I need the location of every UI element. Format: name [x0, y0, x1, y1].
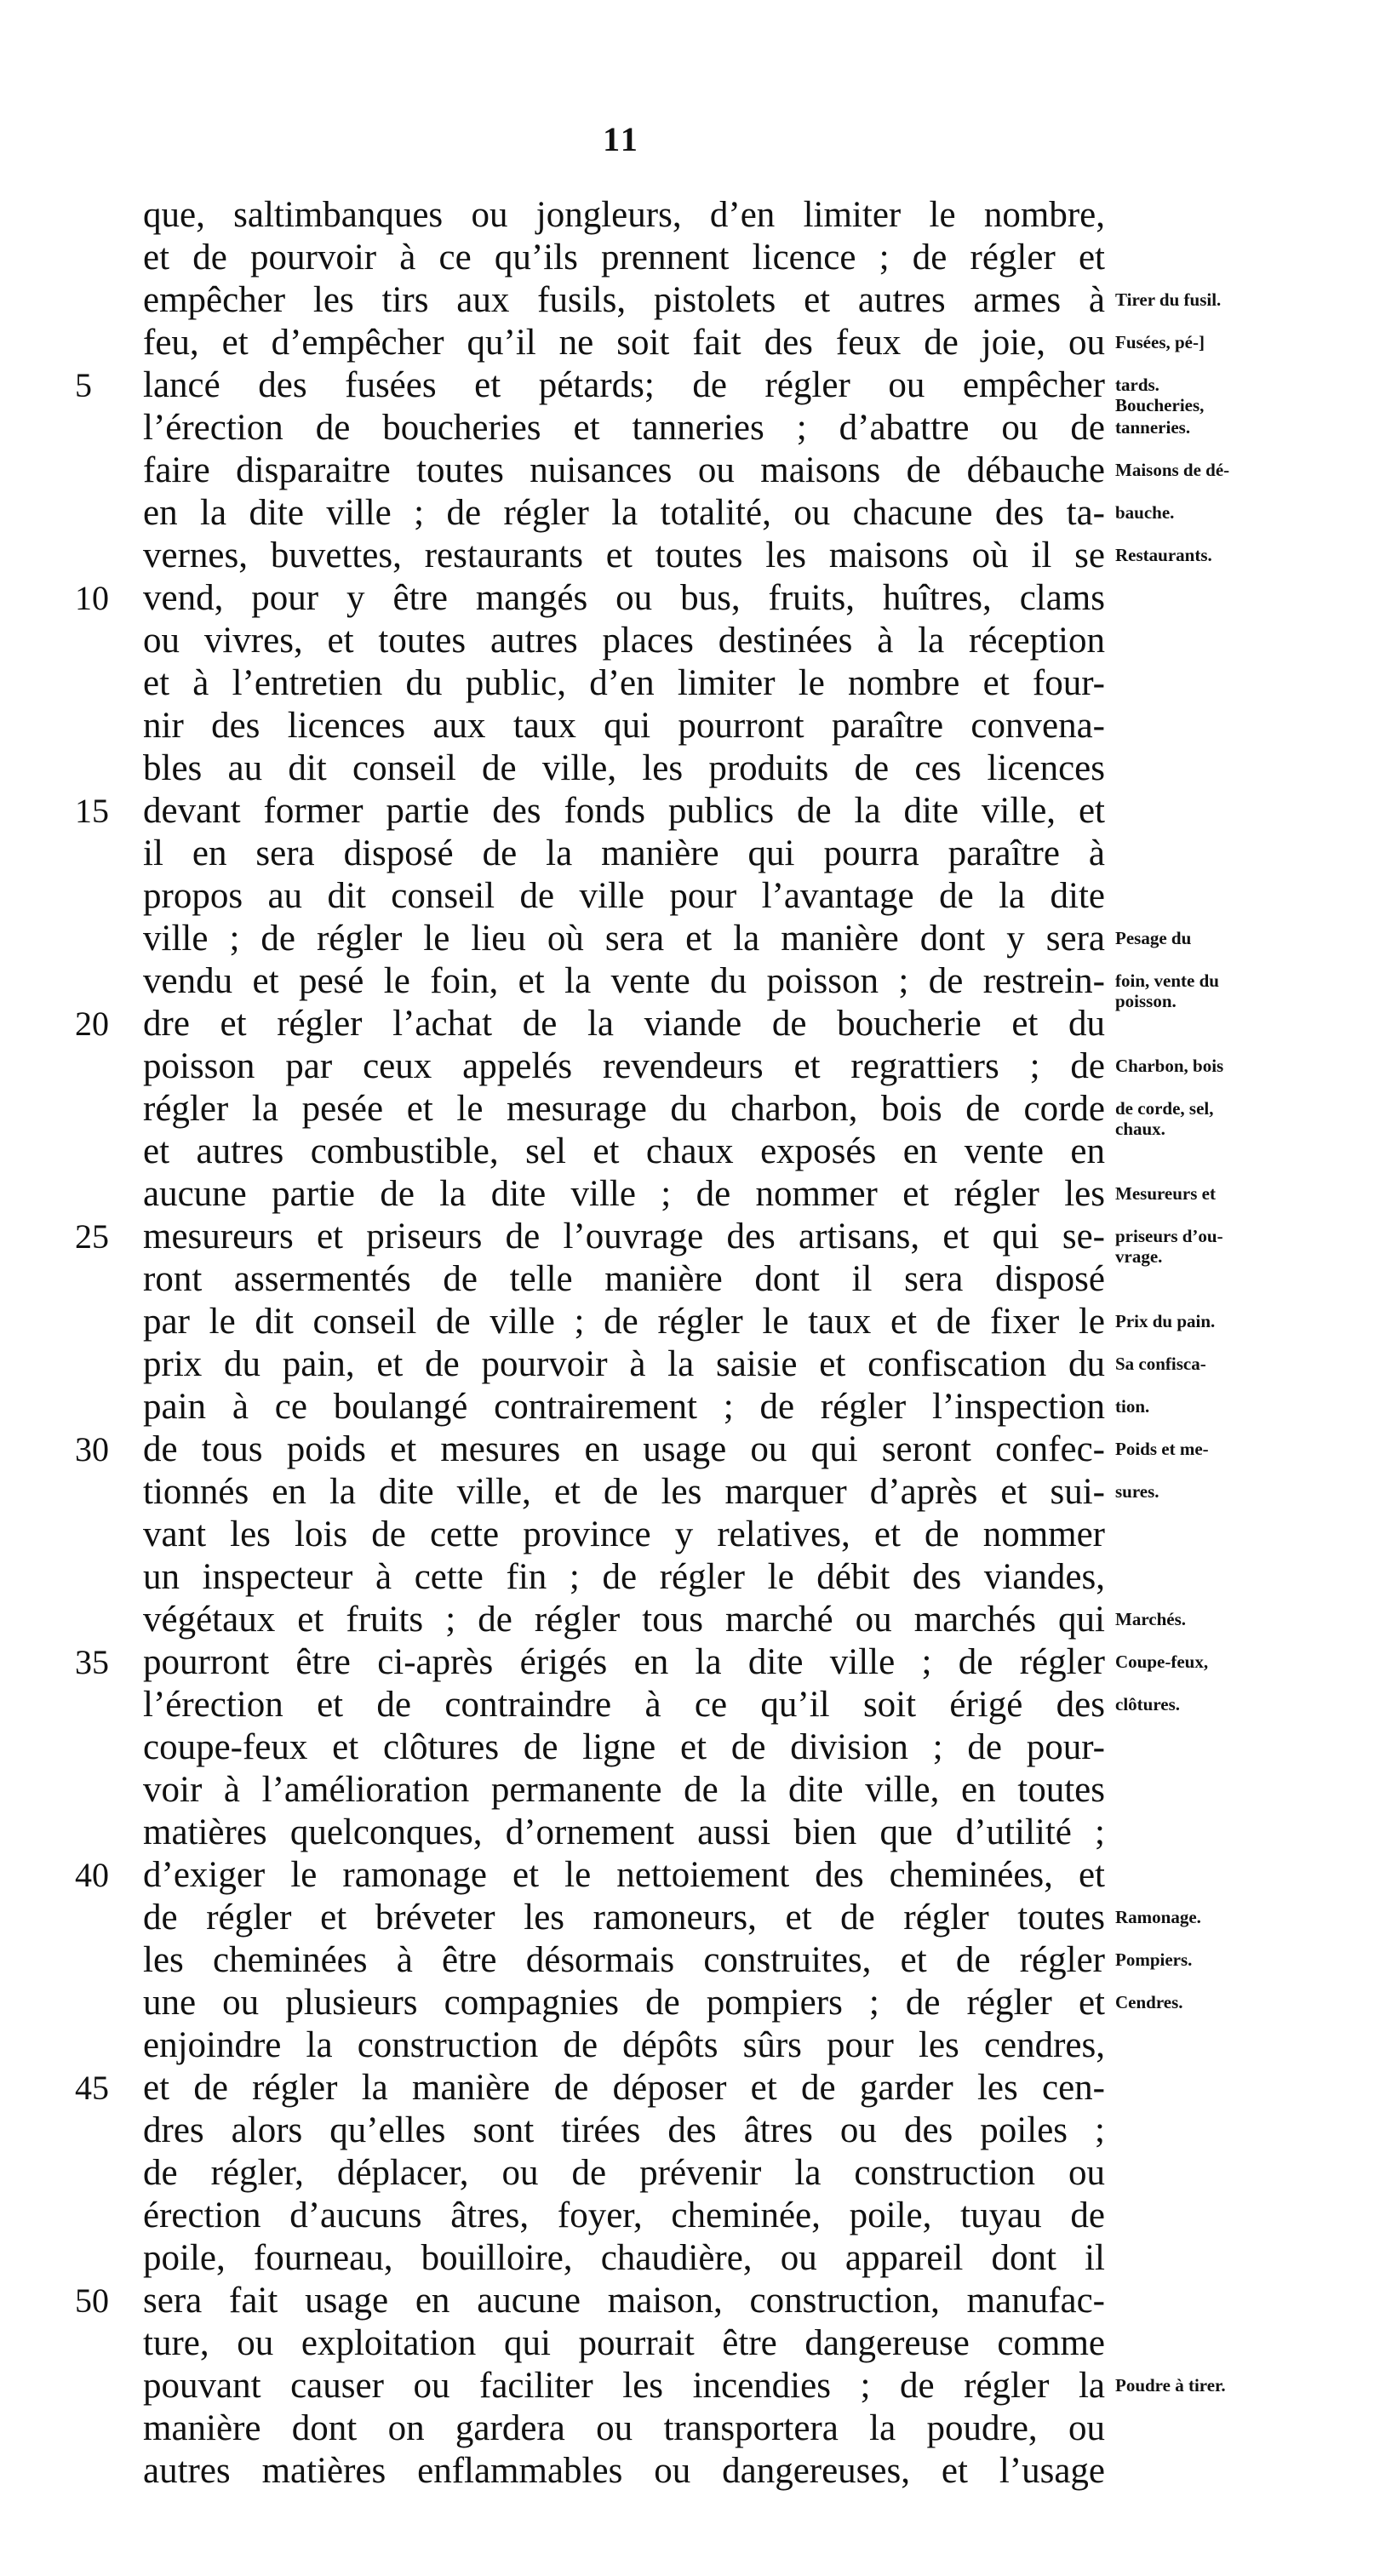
margin-note: Cendres. — [1115, 1992, 1183, 2012]
text-line — [0, 1301, 1397, 1343]
line-text: que, saltimbanques ou jongleurs, d’en limiter le nombre, — [143, 195, 1105, 235]
line-text: régler la pesée et le mesurage du charbon, bois de corde — [143, 1089, 1105, 1129]
text-line — [0, 577, 1397, 620]
line-text: érection d’aucuns âtres, foyer, cheminée, poile, tuyau de — [143, 2195, 1105, 2235]
text-line — [0, 1045, 1397, 1088]
line-number: 15 — [75, 792, 109, 830]
line-number: 40 — [75, 1856, 109, 1894]
margin-note: tanneries. — [1115, 417, 1191, 438]
text-line — [0, 833, 1397, 875]
line-text: dres alors qu’elles sont tirées des âtres ou des poiles ; — [143, 2110, 1105, 2150]
margin-note: priseurs d’ou- vrage. — [1115, 1226, 1223, 1267]
margin-note: foin, vente du poisson. — [1115, 970, 1219, 1011]
line-text: vernes, buvettes, restaurants et toutes les maisons où il se — [143, 535, 1105, 575]
line-text: vend, pour y être mangés ou bus, fruits, huîtres, clams — [143, 578, 1105, 618]
line-text: lancé des fusées et pétards; de régler ou empêcher — [143, 365, 1105, 405]
text-line — [0, 1897, 1397, 1939]
margin-note: Mesureurs et — [1115, 1183, 1216, 1204]
margin-note: Pesage du — [1115, 928, 1192, 948]
line-number: 5 — [75, 366, 92, 404]
line-text: ville ; de régler le lieu où sera et la manière dont y sera — [143, 919, 1105, 959]
line-text: végétaux et fruits ; de régler tous marché ou marchés qui — [143, 1600, 1105, 1640]
line-number: 35 — [75, 1643, 109, 1681]
body-text — [0, 194, 1397, 2493]
line-text: pain à ce boulangé contrairement ; de régler l’inspection — [143, 1387, 1105, 1427]
page-number: 11 — [603, 120, 640, 158]
text-line — [0, 1343, 1397, 1386]
line-text: vant les lois de cette province y relatives, et de nommer — [143, 1514, 1105, 1554]
line-text: une ou plusieurs compagnies de pompiers ; de régler et — [143, 1983, 1105, 2023]
text-line — [0, 322, 1397, 364]
text-line — [0, 1684, 1397, 1726]
line-text: ront assermentés de telle manière dont il sera disposé — [143, 1259, 1105, 1299]
text-line — [0, 2067, 1397, 2109]
margin-note: Prix du pain. — [1115, 1311, 1216, 1331]
line-text: de régler et bréveter les ramoneurs, et de régler toutes — [143, 1898, 1105, 1938]
text-line — [0, 535, 1397, 577]
line-number: 45 — [75, 2069, 109, 2107]
text-line — [0, 407, 1397, 449]
text-line — [0, 1854, 1397, 1897]
line-text: voir à l’amélioration permanente de la dite ville, en toutes — [143, 1770, 1105, 1810]
line-text: d’exiger le ramonage et le nettoiement des cheminées, et — [143, 1855, 1105, 1895]
line-text: pouvant causer ou faciliter les incendies ; de régler la — [143, 2366, 1105, 2406]
text-line — [0, 1003, 1397, 1045]
margin-note: Sa confisca- — [1115, 1354, 1206, 1374]
line-number: 25 — [75, 1217, 109, 1256]
line-text: poisson par ceux appelés revendeurs et regrattiers ; de — [143, 1046, 1105, 1086]
line-text: prix du pain, et de pourvoir à la saisie et confiscation du — [143, 1344, 1105, 1384]
text-line — [0, 194, 1397, 237]
line-text: les cheminées à être désormais construites, et de régler — [143, 1940, 1105, 1980]
text-line — [0, 2407, 1397, 2450]
text-line — [0, 1726, 1397, 1769]
text-line — [0, 1258, 1397, 1301]
text-line — [0, 1471, 1397, 1514]
margin-note: Poids et me- — [1115, 1439, 1209, 1459]
line-text: nir des licences aux taux qui pourront paraître convena- — [143, 706, 1105, 746]
text-line — [0, 1173, 1397, 1216]
text-line — [0, 875, 1397, 918]
text-line — [0, 918, 1397, 960]
text-line — [0, 790, 1397, 833]
text-line — [0, 2450, 1397, 2493]
line-text: aucune partie de la dite ville ; de nommer et régler les — [143, 1174, 1105, 1214]
text-line — [0, 705, 1397, 747]
text-line — [0, 662, 1397, 705]
line-text: l’érection de boucheries et tanneries ; d’abattre ou de — [143, 408, 1105, 448]
line-text: sera fait usage en aucune maison, construction, manufac- — [143, 2281, 1105, 2321]
text-line — [0, 1514, 1397, 1556]
text-line — [0, 279, 1397, 322]
line-text: et de régler la manière de déposer et de garder les cen- — [143, 2068, 1105, 2108]
line-text: et autres combustible, sel et chaux exposés en vente en — [143, 1131, 1105, 1171]
text-line — [0, 2280, 1397, 2322]
line-text: poile, fourneau, bouilloire, chaudière, ou appareil dont il — [143, 2238, 1105, 2278]
margin-note: tion. — [1115, 1396, 1150, 1417]
line-text: matières quelconques, d’ornement aussi bien que d’utilité ; — [143, 1812, 1105, 1852]
line-text: pourront être ci-après érigés en la dite ville ; de régler — [143, 1642, 1105, 1682]
text-line — [0, 1386, 1397, 1428]
margin-note: Charbon, bois — [1115, 1056, 1224, 1076]
margin-note: Restaurants. — [1115, 545, 1212, 565]
line-text: ture, ou exploitation qui pourrait être dangereuse comme — [143, 2323, 1105, 2363]
margin-note: sures. — [1115, 1481, 1159, 1502]
text-line — [0, 1131, 1397, 1173]
text-line — [0, 1769, 1397, 1812]
text-line — [0, 1599, 1397, 1641]
margin-note: Marchés. — [1115, 1609, 1187, 1629]
text-line — [0, 2024, 1397, 2067]
margin-note: Ramonage. — [1115, 1907, 1201, 1927]
line-text: vendu et pesé le foin, et la vente du poisson ; de restrein- — [143, 961, 1105, 1001]
line-text: il en sera disposé de la manière qui pourra paraître à — [143, 833, 1105, 873]
line-text: l’érection et de contraindre à ce qu’il soit érigé des — [143, 1685, 1105, 1725]
line-text: feu, et d’empêcher qu’il ne soit fait des feux de joie, ou — [143, 323, 1105, 363]
text-line — [0, 2365, 1397, 2407]
line-text: autres matières enflammables ou dangereuses, et l’usage — [143, 2451, 1105, 2491]
line-text: et de pourvoir à ce qu’ils prennent licence ; de régler et — [143, 238, 1105, 278]
text-line — [0, 747, 1397, 790]
text-line — [0, 1939, 1397, 1982]
line-number: 20 — [75, 1005, 109, 1043]
text-line — [0, 2152, 1397, 2195]
margin-note: bauche. — [1115, 502, 1175, 523]
line-text: manière dont on gardera ou transportera la poudre, ou — [143, 2408, 1105, 2448]
text-line — [0, 1088, 1397, 1139]
line-text: en la dite ville ; de régler la totalité, ou chacune des ta- — [143, 493, 1105, 533]
text-line — [0, 1982, 1397, 2024]
line-text: ou vivres, et toutes autres places destinées à la réception — [143, 621, 1105, 661]
margin-note: tards. Boucheries, — [1115, 375, 1205, 415]
margin-note: Maisons de dé- — [1115, 460, 1230, 480]
line-number: 30 — [75, 1430, 109, 1468]
margin-note: Fusées, pé-] — [1115, 332, 1205, 352]
line-text: empêcher les tirs aux fusils, pistolets et autres armes à — [143, 280, 1105, 320]
text-line — [0, 237, 1397, 279]
margin-note: Tirer du fusil. — [1115, 289, 1222, 310]
line-text: mesureurs et priseurs de l’ouvrage des artisans, et qui se- — [143, 1216, 1105, 1257]
margin-note: de corde, sel, chaux. — [1115, 1098, 1214, 1139]
text-line — [0, 2195, 1397, 2237]
line-text: dre et régler l’achat de la viande de boucherie et du — [143, 1004, 1105, 1044]
text-line — [0, 1641, 1397, 1684]
text-line — [0, 1812, 1397, 1854]
line-text: par le dit conseil de ville ; de régler le taux et de fixer le — [143, 1302, 1105, 1342]
line-text: de tous poids et mesures en usage ou qui seront confec- — [143, 1429, 1105, 1469]
margin-note: Poudre à tirer. — [1115, 2375, 1226, 2396]
text-line — [0, 2322, 1397, 2365]
margin-note: Coupe-feux, — [1115, 1652, 1209, 1672]
line-text: enjoindre la construction de dépôts sûrs pour les cendres, — [143, 2025, 1105, 2065]
line-text: propos au dit conseil de ville pour l’avantage de la dite — [143, 876, 1105, 916]
text-line — [0, 1216, 1397, 1267]
line-text: bles au dit conseil de ville, les produits de ces licences — [143, 748, 1105, 788]
line-text: tionnés en la dite ville, et de les marquer d’après et sui- — [143, 1472, 1105, 1512]
margin-note: clôtures. — [1115, 1694, 1181, 1714]
line-text: devant former partie des fonds publics de la dite ville, et — [143, 791, 1105, 831]
line-text: coupe-feux et clôtures de ligne et de division ; de pour- — [143, 1727, 1105, 1767]
text-line — [0, 1428, 1397, 1471]
text-line — [0, 364, 1397, 415]
text-line — [0, 2109, 1397, 2152]
line-text: de régler, déplacer, ou de prévenir la construction ou — [143, 2153, 1105, 2193]
margin-note: Pompiers. — [1115, 1949, 1193, 1970]
text-line — [0, 620, 1397, 662]
text-line — [0, 960, 1397, 1011]
line-number: 50 — [75, 2281, 109, 2320]
line-text: un inspecteur à cette fin ; de régler le débit des viandes, — [143, 1557, 1105, 1597]
line-text: et à l’entretien du public, d’en limiter le nombre et four- — [143, 663, 1105, 703]
line-number: 10 — [75, 579, 109, 617]
text-line — [0, 492, 1397, 535]
text-line — [0, 2237, 1397, 2280]
line-text: faire disparaitre toutes nuisances ou maisons de débauche — [143, 450, 1105, 490]
text-line — [0, 449, 1397, 492]
text-line — [0, 1556, 1397, 1599]
